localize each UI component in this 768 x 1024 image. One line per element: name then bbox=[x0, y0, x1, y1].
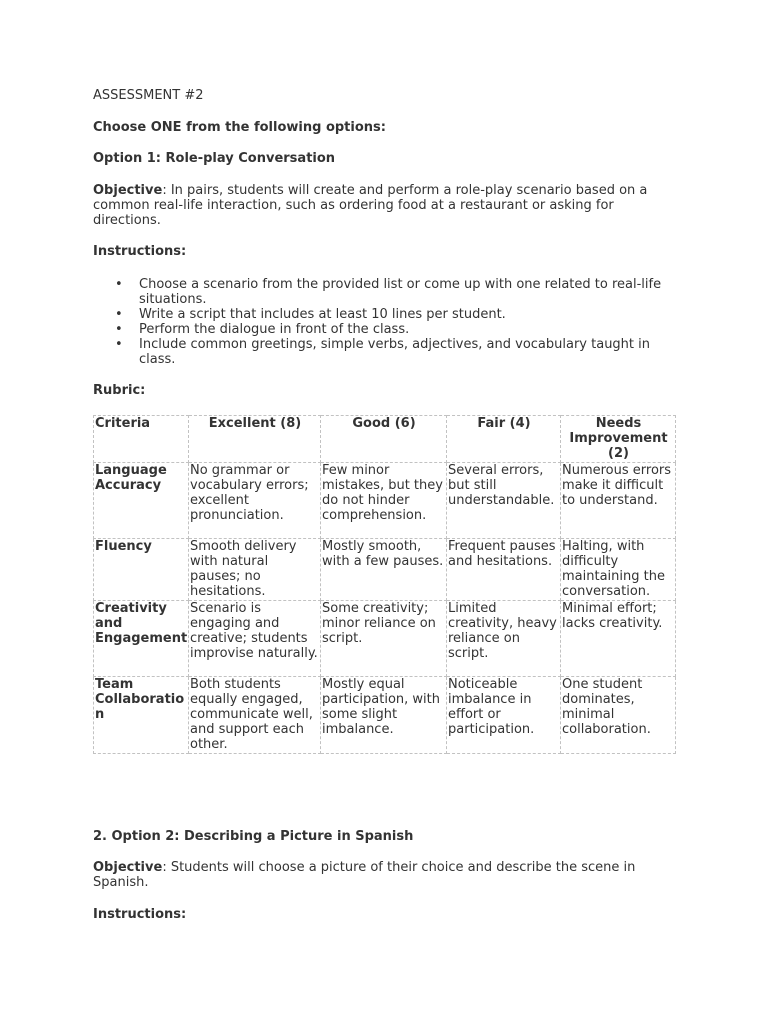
objective-label: Objective bbox=[93, 860, 163, 875]
needs-improvement-cell: Numerous errors make it difficult to understand. bbox=[561, 463, 676, 539]
option2-instructions-label: Instructions: bbox=[93, 907, 187, 922]
excellent-cell: Both students equally engaged, communicate well, and support each other. bbox=[189, 677, 321, 754]
needs-improvement-cell: Halting, with difficulty maintaining the conversation. bbox=[561, 539, 676, 601]
good-cell: Few minor mistakes, but they do not hinder comprehension. bbox=[321, 463, 447, 539]
criteria-cell: Creativity and Engagement bbox=[94, 601, 189, 677]
table-row bbox=[94, 601, 676, 677]
excellent-cell: Scenario is engaging and creative; students improvise naturally. bbox=[189, 601, 321, 677]
fair-cell: Noticeable imbalance in effort or participation. bbox=[447, 677, 561, 754]
list-item: • Perform the dialogue in front of the class. bbox=[93, 322, 683, 337]
list-item: • Write a script that includes at least 10 lines per student. bbox=[93, 307, 683, 322]
fair-cell: Limited creativity, heavy reliance on script. bbox=[447, 601, 561, 677]
objective-text: : Students will choose a picture of their choice and describe the scene in Spanish. bbox=[93, 860, 636, 890]
header-excellent: Excellent (8) bbox=[189, 416, 321, 463]
needs-improvement-cell: Minimal effort; lacks creativity. bbox=[561, 601, 676, 677]
assessment-heading: ASSESSMENT #2 bbox=[93, 88, 204, 103]
criteria-cell: Fluency bbox=[94, 539, 189, 601]
table-row bbox=[94, 463, 676, 539]
good-cell: Mostly equal participation, with some slight imbalance. bbox=[321, 677, 447, 754]
header-good: Good (6) bbox=[321, 416, 447, 463]
table-row bbox=[94, 539, 676, 601]
option2-objective bbox=[93, 860, 683, 890]
header-criteria: Criteria bbox=[94, 416, 189, 463]
choose-instruction: Choose ONE from the following options: bbox=[93, 120, 386, 135]
instructions-list bbox=[93, 277, 683, 367]
criteria-cell: Team Collaboration bbox=[94, 677, 189, 754]
option1-title: Option 1: Role-play Conversation bbox=[93, 151, 336, 166]
criteria-cell: Language Accuracy bbox=[94, 463, 189, 539]
fair-cell: Several errors, but still understandable. bbox=[447, 463, 561, 539]
needs-improvement-cell: One student dominates, minimal collaboration. bbox=[561, 677, 676, 754]
rubric-header-row bbox=[94, 416, 676, 463]
option2-title: 2. Option 2: Describing a Picture in Spanish bbox=[93, 829, 414, 844]
list-item: • Include common greetings, simple verbs, adjectives, and vocabulary taught in class. bbox=[93, 337, 683, 367]
excellent-cell: No grammar or vocabulary errors; excellent pronunciation. bbox=[189, 463, 321, 539]
option1-objective bbox=[93, 183, 683, 228]
excellent-cell: Smooth delivery with natural pauses; no hesitations. bbox=[189, 539, 321, 601]
good-cell: Some creativity; minor reliance on script. bbox=[321, 601, 447, 677]
rubric-label: Rubric: bbox=[93, 383, 146, 398]
table-row bbox=[94, 677, 676, 754]
good-cell: Mostly smooth, with a few pauses. bbox=[321, 539, 447, 601]
option1-instructions-label: Instructions: bbox=[93, 244, 187, 259]
list-item: • Choose a scenario from the provided list or come up with one related to real-life situations. bbox=[93, 277, 683, 307]
objective-text: : In pairs, students will create and perform a role-play scenario based on a common real-life interaction, such as ordering food at a restaurant or asking for directions. bbox=[93, 183, 648, 228]
header-fair: Fair (4) bbox=[447, 416, 561, 463]
objective-label: Objective bbox=[93, 183, 163, 198]
fair-cell: Frequent pauses and hesitations. bbox=[447, 539, 561, 601]
rubric-table bbox=[93, 415, 676, 754]
header-needs-improvement: Needs Improvement (2) bbox=[561, 416, 676, 463]
